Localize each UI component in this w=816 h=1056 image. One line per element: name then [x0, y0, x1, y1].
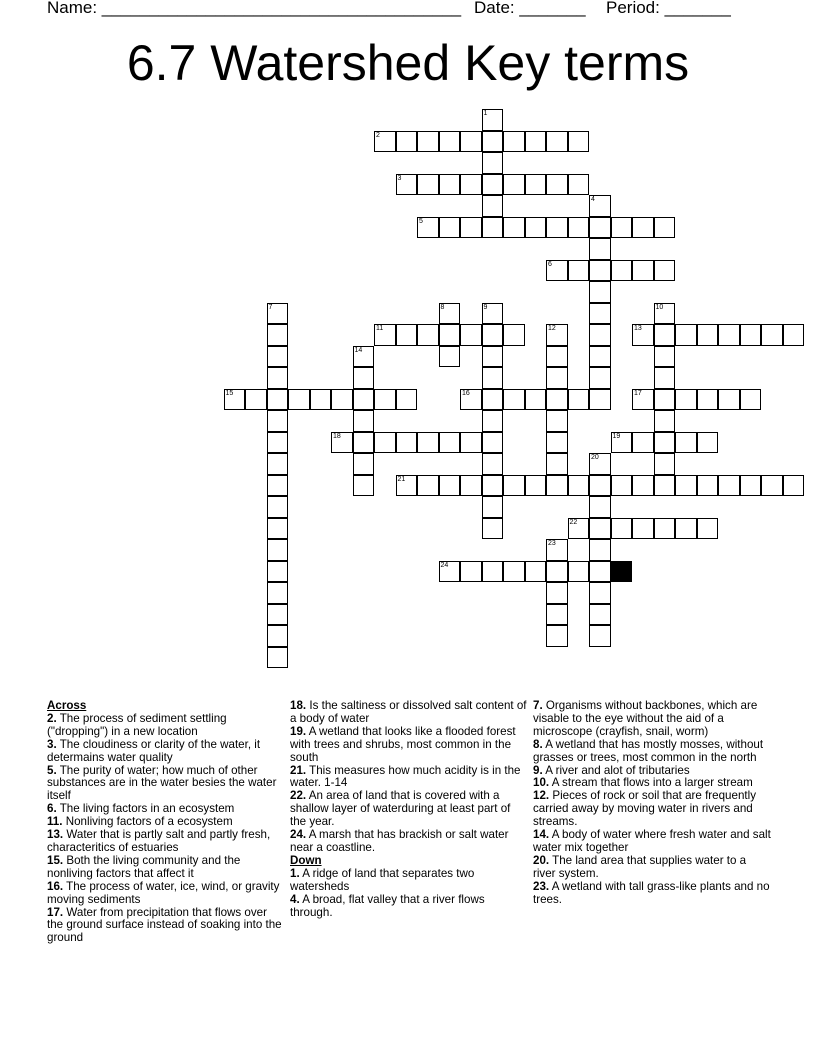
grid-cell[interactable]: [503, 389, 525, 411]
grid-cell[interactable]: [482, 496, 504, 518]
grid-cell[interactable]: [589, 625, 611, 647]
grid-cell[interactable]: [589, 453, 611, 475]
grid-cell[interactable]: [353, 410, 375, 432]
grid-cell[interactable]: [353, 367, 375, 389]
grid-cell[interactable]: [482, 367, 504, 389]
grid-cell[interactable]: [482, 346, 504, 368]
name-field[interactable]: Name: ______________________________________: [47, 0, 462, 17]
grid-cell[interactable]: [611, 475, 633, 497]
grid-cell[interactable]: [718, 475, 740, 497]
grid-cell[interactable]: [546, 539, 568, 561]
grid-cell[interactable]: [589, 604, 611, 626]
grid-cell[interactable]: [589, 518, 611, 540]
clue-number: 7: [268, 303, 273, 311]
clue-number: 19: [612, 432, 621, 440]
grid-cell[interactable]: [546, 475, 568, 497]
grid-cell[interactable]: [525, 475, 547, 497]
grid-cell[interactable]: [267, 410, 289, 432]
grid-cell[interactable]: [417, 324, 439, 346]
clue-down-7: 7. Organisms without backbones, which are visable to the eye without the aid of a microscope (crayfish, snail, worm): [533, 699, 758, 738]
clue-column-1: [47, 700, 285, 945]
grid-cell[interactable]: [740, 475, 762, 497]
grid-cell[interactable]: [568, 217, 590, 239]
grid-cell[interactable]: [697, 518, 719, 540]
grid-cell[interactable]: [417, 131, 439, 153]
grid-cell[interactable]: [654, 453, 676, 475]
grid-cell[interactable]: [460, 432, 482, 454]
grid-cell[interactable]: [697, 475, 719, 497]
period-field[interactable]: Period: _______: [606, 0, 731, 17]
grid-cell[interactable]: [267, 475, 289, 497]
grid-cell[interactable]: [546, 625, 568, 647]
grid-cell[interactable]: [503, 475, 525, 497]
grid-cell[interactable]: [353, 389, 375, 411]
clue-down-20: 20. The land area that supplies water to a river system.: [533, 853, 747, 880]
grid-cell[interactable]: [310, 389, 332, 411]
grid-cell[interactable]: [654, 518, 676, 540]
grid-cell[interactable]: [267, 539, 289, 561]
clue-number: 16: [462, 389, 470, 397]
grid-cell[interactable]: [675, 324, 697, 346]
grid-cell[interactable]: [589, 238, 611, 260]
grid-cell[interactable]: [439, 217, 461, 239]
grid-cell[interactable]: [267, 367, 289, 389]
down-heading: Down: [290, 853, 322, 867]
grid-cell[interactable]: [396, 174, 418, 196]
clue-number: 10: [655, 303, 664, 311]
grid-cell[interactable]: [460, 475, 482, 497]
grid-cell[interactable]: [353, 346, 375, 368]
grid-cell[interactable]: [654, 303, 676, 325]
grid-cell[interactable]: [353, 453, 375, 475]
grid-cell[interactable]: [353, 432, 375, 454]
grid-cell[interactable]: [417, 174, 439, 196]
clue-down-12: 12. Pieces of rock or soil that are frequently carried away by moving water in rivers and streams.: [533, 789, 756, 829]
grid-cell[interactable]: [460, 389, 482, 411]
grid-cell[interactable]: [654, 475, 676, 497]
grid-cell[interactable]: [374, 131, 396, 153]
clue-number: 20: [591, 454, 599, 461]
grid-cell[interactable]: [654, 346, 676, 368]
clue-number: 15: [225, 389, 234, 397]
clue-across-15: 15. Both the living community and the nonliving factors that affect it: [47, 853, 241, 880]
grid-cell[interactable]: [503, 174, 525, 196]
grid-cell[interactable]: [568, 389, 590, 411]
clue-across-17: 17. Water from precipitation that flows over the ground surface instead of soaking into the ground: [47, 905, 282, 945]
grid-cell[interactable]: [288, 389, 310, 411]
grid-cell[interactable]: [654, 367, 676, 389]
clue-down-1: 1. A ridge of land that separates two watersheds: [290, 866, 475, 893]
grid-cell[interactable]: [611, 217, 633, 239]
clue-down-23: 23. A wetland with tall grass-like plants and no trees.: [533, 879, 770, 906]
clue-across-6: 6. The living factors in an ecosystem: [47, 802, 235, 816]
clue-across-18: 18. Is the saltiness or dissolved salt content of a body of water: [290, 699, 527, 725]
grid-cell[interactable]: [761, 324, 783, 346]
grid-cell[interactable]: [589, 539, 611, 561]
grid-cell[interactable]: [439, 324, 461, 346]
grid-cell[interactable]: [331, 432, 353, 454]
grid-cell[interactable]: [396, 324, 418, 346]
grid-cell[interactable]: [632, 389, 654, 411]
grid-cell[interactable]: [503, 131, 525, 153]
grid-cell[interactable]: [245, 389, 267, 411]
grid-cell[interactable]: [267, 346, 289, 368]
grid-cell[interactable]: [267, 625, 289, 647]
grid-cell[interactable]: [417, 432, 439, 454]
grid-cell[interactable]: [482, 324, 504, 346]
grid-cell[interactable]: [482, 109, 504, 131]
grid-cell[interactable]: [439, 561, 461, 583]
black-cell: [611, 561, 633, 583]
grid-cell[interactable]: [267, 647, 289, 669]
grid-cell[interactable]: [589, 195, 611, 217]
grid-cell[interactable]: [654, 260, 676, 282]
grid-cell[interactable]: [267, 518, 289, 540]
clue-number: 2: [376, 131, 380, 139]
grid-cell[interactable]: [589, 389, 611, 411]
grid-cell[interactable]: [482, 453, 504, 475]
clue-number: 13: [634, 325, 642, 332]
grid-cell[interactable]: [267, 303, 289, 325]
grid-cell[interactable]: [439, 131, 461, 153]
clue-column-2: [290, 700, 528, 919]
grid-cell[interactable]: [525, 217, 547, 239]
grid-cell[interactable]: [568, 475, 590, 497]
grid-cell[interactable]: [482, 561, 504, 583]
clue-number: 24: [440, 561, 449, 569]
clue-down-4: 4. A broad, flat valley that a river flows through.: [290, 892, 485, 919]
clue-across-22: 22. An area of land that is covered with a shallow layer of waterduring at least part of the year.: [290, 789, 511, 829]
grid-cell[interactable]: [503, 324, 525, 346]
grid-cell[interactable]: [482, 131, 504, 153]
grid-cell[interactable]: [546, 346, 568, 368]
grid-cell[interactable]: [267, 432, 289, 454]
grid-cell[interactable]: [740, 389, 762, 411]
grid-cell[interactable]: [568, 131, 590, 153]
grid-cell[interactable]: [675, 518, 697, 540]
grid-cell[interactable]: [611, 260, 633, 282]
grid-cell[interactable]: [654, 410, 676, 432]
clue-number: 14: [354, 346, 363, 354]
grid-cell[interactable]: [460, 174, 482, 196]
grid-cell[interactable]: [589, 217, 611, 239]
grid-cell[interactable]: [503, 561, 525, 583]
clue-across-21: 21. This measures how much acidity is in the water. 1-14: [290, 763, 521, 790]
clue-number: 21: [397, 475, 406, 483]
grid-cell[interactable]: [718, 324, 740, 346]
grid-cell[interactable]: [396, 131, 418, 153]
grid-cell[interactable]: [632, 518, 654, 540]
clue-number: 22: [569, 518, 578, 526]
grid-cell[interactable]: [632, 475, 654, 497]
grid-cell[interactable]: [589, 582, 611, 604]
grid-cell[interactable]: [482, 518, 504, 540]
grid-cell[interactable]: [697, 432, 719, 454]
grid-cell[interactable]: [396, 432, 418, 454]
grid-cell[interactable]: [783, 475, 805, 497]
grid-cell[interactable]: [503, 217, 525, 239]
clue-down-10: 10. A stream that flows into a larger stream: [533, 776, 753, 790]
grid-cell[interactable]: [267, 496, 289, 518]
grid-cell[interactable]: [439, 174, 461, 196]
grid-cell[interactable]: [589, 346, 611, 368]
grid-cell[interactable]: [611, 518, 633, 540]
grid-cell[interactable]: [568, 518, 590, 540]
grid-cell[interactable]: [589, 281, 611, 303]
grid-cell[interactable]: [525, 174, 547, 196]
grid-cell[interactable]: [546, 582, 568, 604]
grid-cell[interactable]: [697, 389, 719, 411]
grid-cell[interactable]: [589, 475, 611, 497]
clue-number: 3: [397, 174, 402, 182]
grid-cell[interactable]: [439, 475, 461, 497]
grid-cell[interactable]: [460, 131, 482, 153]
grid-cell[interactable]: [654, 432, 676, 454]
grid-cell[interactable]: [546, 217, 568, 239]
grid-cell[interactable]: [589, 260, 611, 282]
grid-cell[interactable]: [546, 174, 568, 196]
grid-cell[interactable]: [589, 496, 611, 518]
grid-cell[interactable]: [546, 324, 568, 346]
grid-cell[interactable]: [525, 389, 547, 411]
clue-number: 8: [440, 303, 445, 311]
clue-number: 9: [483, 303, 488, 311]
grid-cell[interactable]: [417, 475, 439, 497]
grid-cell[interactable]: [675, 475, 697, 497]
grid-cell[interactable]: [353, 475, 375, 497]
grid-cell[interactable]: [267, 389, 289, 411]
grid-cell[interactable]: [460, 324, 482, 346]
clue-number: 18: [333, 432, 341, 440]
grid-cell[interactable]: [632, 324, 654, 346]
clue-number: 12: [548, 325, 556, 332]
grid-cell[interactable]: [546, 389, 568, 411]
grid-cell[interactable]: [396, 475, 418, 497]
grid-cell[interactable]: [632, 217, 654, 239]
grid-cell[interactable]: [740, 324, 762, 346]
clue-number: 1: [483, 110, 488, 117]
grid-cell[interactable]: [482, 303, 504, 325]
grid-cell[interactable]: [396, 389, 418, 411]
grid-cell[interactable]: [224, 389, 246, 411]
grid-cell[interactable]: [546, 260, 568, 282]
clue-column-3: [533, 700, 771, 907]
grid-cell[interactable]: [697, 324, 719, 346]
grid-cell[interactable]: [654, 217, 676, 239]
clue-number: 11: [376, 325, 384, 332]
clue-across-19: 19. A wetland that looks like a flooded forest with trees and shrubs, most common in the south: [290, 724, 516, 764]
clue-across-11: 11. Nonliving factors of a ecosystem: [47, 815, 233, 829]
grid-cell[interactable]: [675, 432, 697, 454]
grid-cell[interactable]: [632, 260, 654, 282]
grid-cell[interactable]: [783, 324, 805, 346]
grid-cell[interactable]: [439, 432, 461, 454]
grid-cell[interactable]: [482, 152, 504, 174]
clue-number: 23: [548, 540, 556, 547]
grid-cell[interactable]: [546, 367, 568, 389]
grid-cell[interactable]: [482, 410, 504, 432]
grid-cell[interactable]: [482, 195, 504, 217]
clue-down-14: 14. A body of water where fresh water and salt water mix together: [533, 828, 771, 854]
grid-cell[interactable]: [761, 475, 783, 497]
grid-cell[interactable]: [589, 367, 611, 389]
grid-cell[interactable]: [267, 324, 289, 346]
grid-cell[interactable]: [482, 432, 504, 454]
clue-down-8: 8. A wetland that has mostly mosses, without grasses or trees, most common in the north: [533, 737, 764, 764]
grid-cell[interactable]: [267, 604, 289, 626]
clue-down-9: 9. A river and alot of tributaries: [533, 763, 690, 777]
grid-cell[interactable]: [439, 346, 461, 368]
grid-cell[interactable]: [568, 260, 590, 282]
grid-cell[interactable]: [546, 131, 568, 153]
clue-across-2: 2. The process of sediment settling ("dropping") in a new location: [47, 711, 227, 738]
grid-cell[interactable]: [589, 324, 611, 346]
grid-cell[interactable]: [632, 432, 654, 454]
grid-cell[interactable]: [460, 217, 482, 239]
across-heading: Across: [47, 699, 87, 712]
grid-cell[interactable]: [654, 389, 676, 411]
grid-cell[interactable]: [589, 561, 611, 583]
clue-number: 5: [419, 217, 423, 225]
grid-cell[interactable]: [374, 389, 396, 411]
grid-cell[interactable]: [546, 432, 568, 454]
grid-cell[interactable]: [525, 131, 547, 153]
grid-cell[interactable]: [482, 389, 504, 411]
grid-cell[interactable]: [568, 561, 590, 583]
grid-cell[interactable]: [611, 432, 633, 454]
clue-across-5: 5. The purity of water; how much of other substances are in the water besies the water itself: [47, 763, 277, 803]
grid-cell[interactable]: [525, 561, 547, 583]
clue-across-3: 3. The cloudiness or clarity of the water, it determains water quality: [47, 737, 261, 764]
grid-cell[interactable]: [568, 174, 590, 196]
grid-cell[interactable]: [267, 561, 289, 583]
clue-across-16: 16. The process of water, ice, wind, or gravity moving sediments: [47, 879, 280, 906]
grid-cell[interactable]: [374, 432, 396, 454]
grid-cell[interactable]: [546, 604, 568, 626]
clue-across-13: 13. Water that is partly salt and partly fresh, characteritics of estuaries: [47, 828, 271, 854]
grid-cell[interactable]: [482, 475, 504, 497]
grid-cell[interactable]: [546, 561, 568, 583]
grid-cell[interactable]: [417, 217, 439, 239]
clue-across-24: 24. A marsh that has brackish or salt water near a coastline.: [290, 828, 509, 854]
grid-cell[interactable]: [718, 389, 740, 411]
grid-cell[interactable]: [546, 410, 568, 432]
grid-cell[interactable]: [546, 453, 568, 475]
grid-cell[interactable]: [460, 561, 482, 583]
clue-number: 4: [591, 196, 595, 203]
page-title: 6.7 Watershed Key terms: [126, 35, 690, 91]
grid-cell[interactable]: [482, 217, 504, 239]
clue-number: 6: [548, 260, 552, 268]
grid-cell[interactable]: [675, 389, 697, 411]
grid-cell[interactable]: [439, 303, 461, 325]
grid-cell[interactable]: [589, 303, 611, 325]
date-field[interactable]: Date: _______: [474, 0, 586, 17]
grid-cell[interactable]: [482, 174, 504, 196]
grid-cell[interactable]: [267, 582, 289, 604]
grid-cell[interactable]: [374, 324, 396, 346]
grid-cell[interactable]: [267, 453, 289, 475]
grid-cell[interactable]: [331, 389, 353, 411]
grid-cell[interactable]: [654, 324, 676, 346]
clue-number: 17: [634, 389, 642, 397]
